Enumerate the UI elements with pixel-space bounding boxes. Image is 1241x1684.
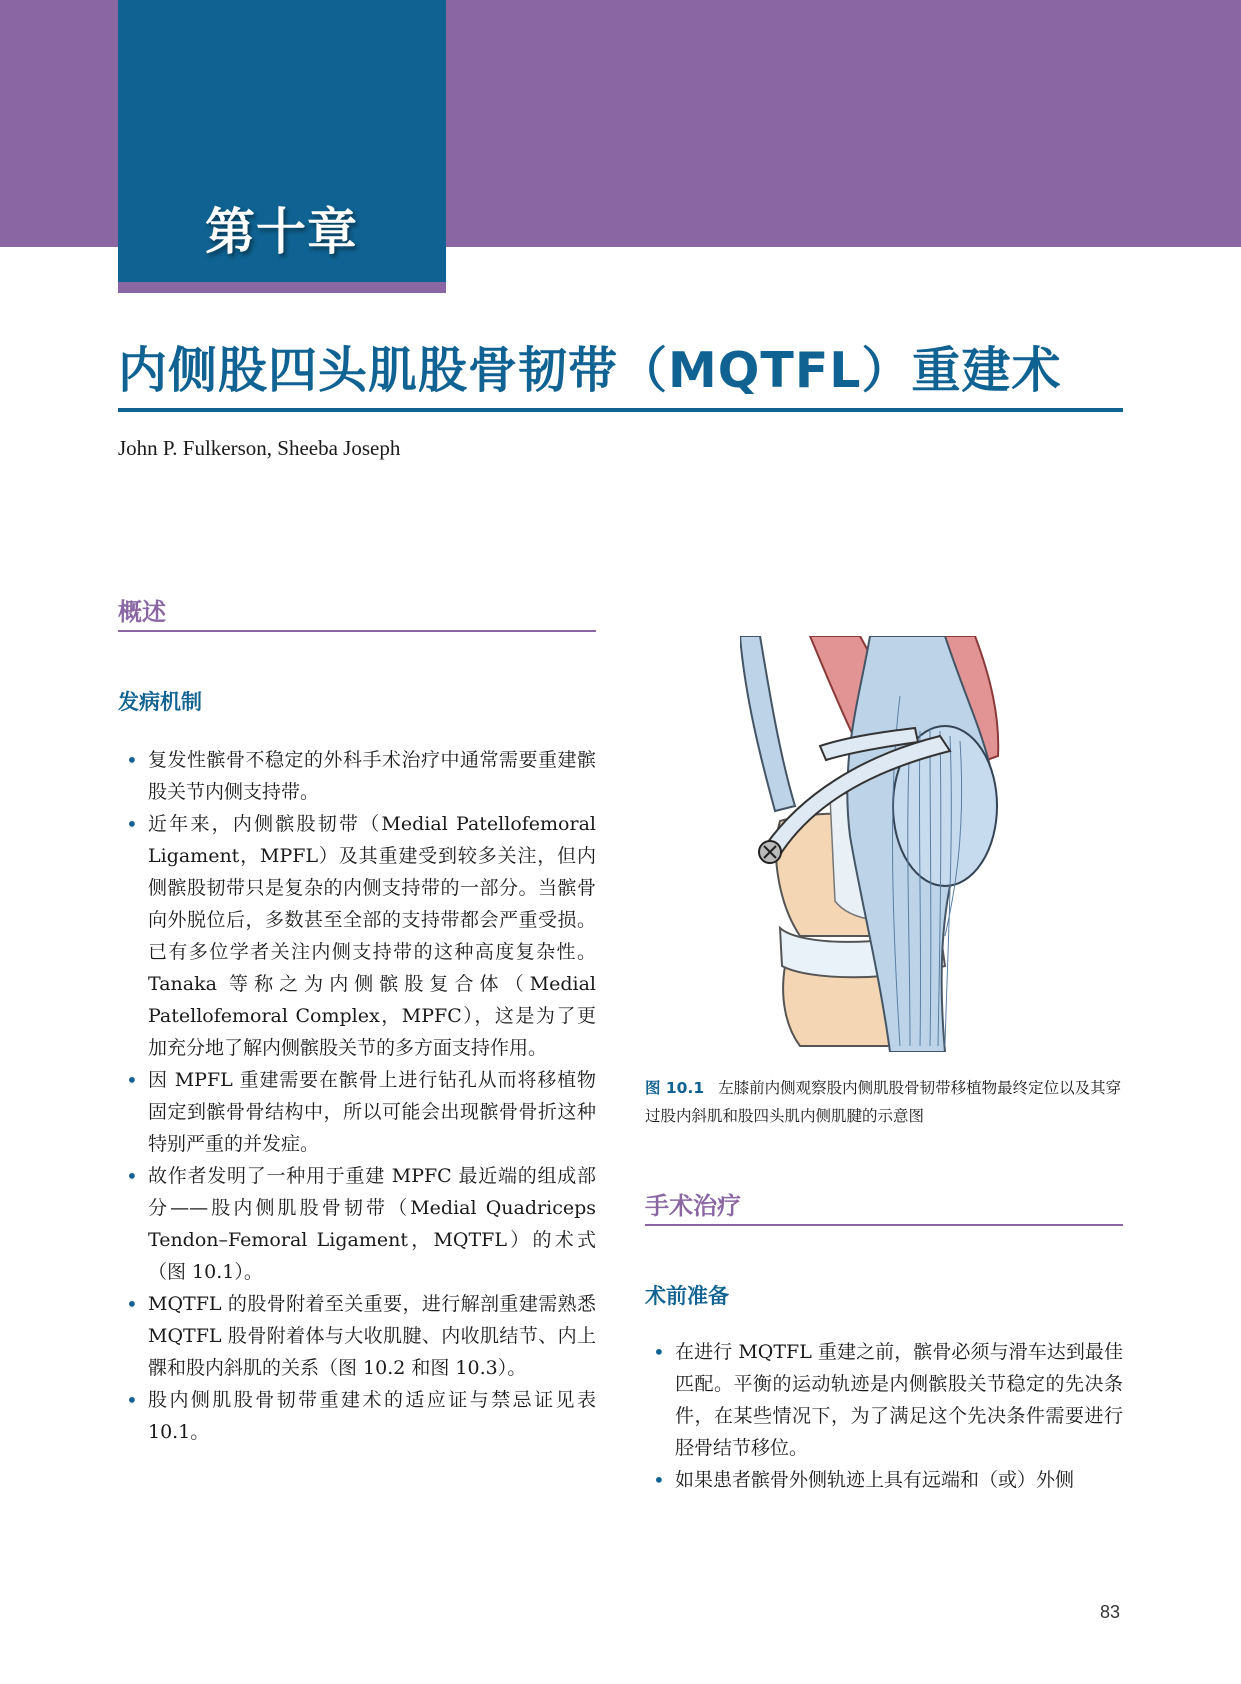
list-item: • MQTFL 的股骨附着至关重要，进行解剖重建需熟悉 MQTFL 股骨附着体与大收肌腱、内收肌结节、内上髁和股内斜肌的关系（图 10.2 和图 10.3）。 <box>118 1288 596 1384</box>
list-item: • 故作者发明了一种用于重建 MPFC 最近端的组成部分——股内侧肌股骨韧带（Medial Quadriceps Tendon–Femoral Ligament，MQTFL）的术式（图 10.1）。 <box>118 1160 596 1288</box>
section-divider-surgery <box>645 1224 1123 1226</box>
section-heading-overview: 概述 <box>118 598 166 626</box>
pathogenesis-list <box>118 744 596 1448</box>
list-item: • 复发性髌骨不稳定的外科手术治疗中通常需要重建髌股关节内侧支持带。 <box>118 744 596 808</box>
preparation-list <box>645 1336 1123 1496</box>
chapter-box-accent <box>118 282 446 293</box>
list-item: • 近年来，内侧髌股韧带（Medial Patellofemoral Ligament，MPFL）及其重建受到较多关注，但内侧髌股韧带只是复杂的内侧支持带的一部分。当髌骨向外脱位后，多数甚至全部的支持带都会严重受损。已有多位学者关注内侧支持带的这种高度复杂性。Tanaka 等称之为内侧髌股复合体（Medial Patellofemoral Complex，MPFC），这是为了更加充分地了解内侧髌股关节的多方面支持作用。 <box>118 808 596 1064</box>
list-item: • 如果患者髌骨外侧轨迹上具有远端和（或）外侧 <box>645 1464 1123 1496</box>
figure-caption-text: 左膝前内侧观察股内侧肌股骨韧带移植物最终定位以及其穿过股内斜肌和股四头肌内侧肌腱的示意图 <box>645 1079 1122 1125</box>
page-title: 内侧股四头肌股骨韧带（MQTFL）重建术 <box>118 342 1062 399</box>
list-item: • 股内侧肌股骨韧带重建术的适应证与禁忌证见表 10.1。 <box>118 1384 596 1448</box>
section-heading-surgery: 手术治疗 <box>645 1192 741 1220</box>
list-item: • 因 MPFL 重建需要在髌骨上进行钻孔从而将移植物固定到髌骨骨结构中，所以可能会出现髌骨骨折这种特别严重的并发症。 <box>118 1064 596 1160</box>
subheading-pathogenesis: 发病机制 <box>118 690 202 714</box>
chapter-label: 第十章 <box>205 203 358 261</box>
section-divider-overview <box>118 630 596 632</box>
knee-anatomy-illustration <box>740 636 1040 1052</box>
list-item: • 在进行 MQTFL 重建之前，髌骨必须与滑车达到最佳匹配。平衡的运动轨迹是内侧髌股关节稳定的先决条件，在某些情况下，为了满足这个先决条件需要进行胫骨结节移位。 <box>645 1336 1123 1464</box>
authors: John P. Fulkerson, Sheeba Joseph <box>118 436 401 460</box>
subheading-preparation: 术前准备 <box>645 1284 729 1308</box>
title-divider <box>118 408 1123 412</box>
page-number: 83 <box>1100 1602 1121 1622</box>
figure-caption <box>645 1074 1123 1130</box>
figure-number: 图 10.1 <box>645 1079 705 1097</box>
